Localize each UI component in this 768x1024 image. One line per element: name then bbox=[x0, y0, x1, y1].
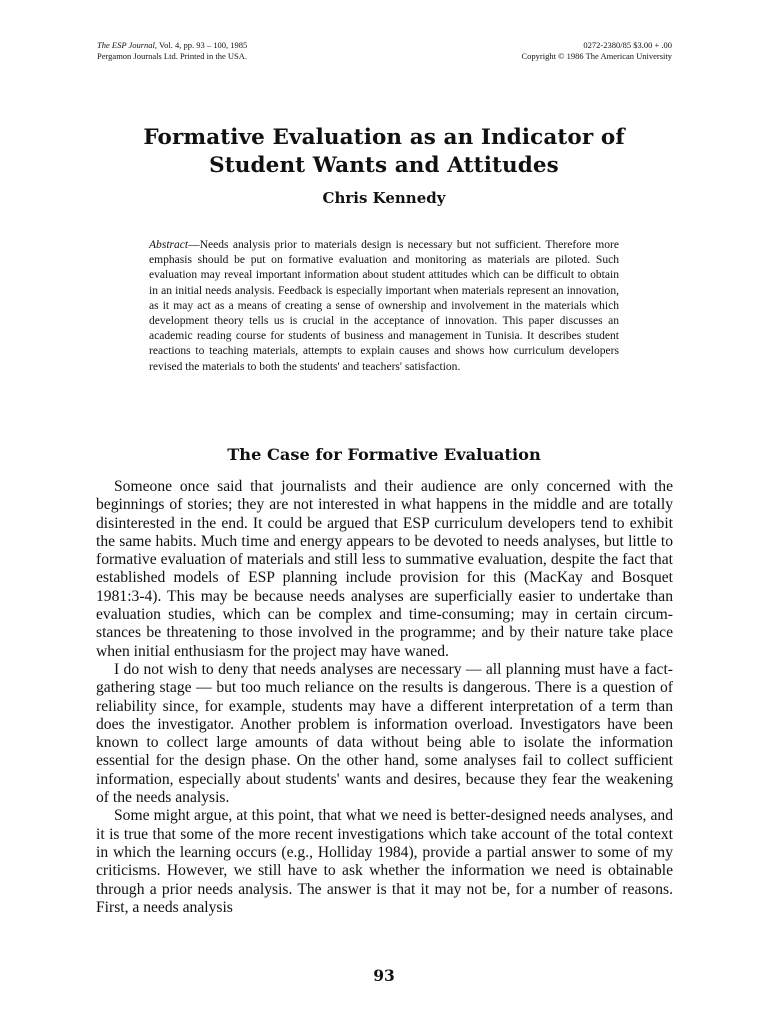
article-title bbox=[60, 124, 708, 180]
journal-name: The ESP Journal, bbox=[97, 40, 158, 50]
section-heading: The Case for Formative Evaluation bbox=[227, 445, 541, 464]
abstract-text: —Needs analysis prior to materials design is necessary but not sufficient. Therefore more emphasis should be put on formative evaluation and monitoring as materials are piloted. Such evaluation may reveal important information about student attitudes which can be difficult to obtain in an initial needs analysis. Feedback is especially important when materials represent an innovation, as it may act as a means of creating a sense of ownership and involvement in the materials which development theory tells us is crucial in the acceptance of innovation. This paper discusses an academic reading course for students of business and management in Tunisia. It describes student reactions to teaching materials, attempts to explain causes and shows how curriculum developers revised the materials to both the students' and teachers' satisfaction. bbox=[149, 239, 619, 373]
journal-citation-line bbox=[97, 40, 247, 51]
publisher-line: Pergamon Journals Ltd. Printed in the USA. bbox=[97, 51, 247, 61]
body-text bbox=[96, 478, 673, 917]
abstract bbox=[149, 238, 619, 375]
article-title-line-1: Formative Evaluation as an Indicator of bbox=[143, 125, 625, 150]
body-paragraph: Some might argue, at this point, that what we need is better-designed needs analyses, and it is true that some of the more recent investigations which take account of the total context in which the learning occurs (e.g., Holliday 1984), provide a partial answer to some of my criticisms. However, we still have to ask whether the information we need is obtainable through a prior needs analysis. The answer is that it may not be, for a number of reasons. First, a needs analysis bbox=[96, 807, 673, 916]
copyright-header bbox=[521, 40, 672, 62]
article-title-line-2: Student Wants and Attitudes bbox=[209, 153, 559, 178]
abstract-label: Abstract bbox=[149, 239, 189, 251]
journal-citation-header bbox=[97, 40, 247, 62]
copyright-line: Copyright © 1986 The American University bbox=[521, 51, 672, 61]
body-paragraph: Someone once said that journalists and their audience are only concerned with the beginnings of stories; they are not interested in what happens in the middle and are totally disinterested in the end. It could be argued that ESP curriculum developers tend to exhibit the same habits. Much time and energy appears to be devoted to needs analyses, but little to formative evaluation of materials and still less to summative evaluation, despite the fact that established models of ESP planning include provision for this (MacKay and Bosquet 1981:3-4). This may be because needs analyses are superficially easier to undertake than evaluation studies, which can be complex and time-consuming; may in certain circumstances be threatening to those involved in the programme; and by their nature take place when initial enthusiasm for the project may have waned. bbox=[96, 478, 673, 660]
body-paragraph: I do not wish to deny that needs analyses are necessary — all planning must have a fact-gathering stage — but too much reliance on the results is dangerous. There is a question of reliability since, for example, students may have a different interpretation of a term than does the investigator. Another problem is information overload. Investigators have been known to collect large amounts of data without being able to isolate the information essential for the design phase. On the other hand, some analyses fail to collect sufficient information, especially about students' wants and desires, because they fear the weakening of the needs analysis. bbox=[96, 660, 673, 807]
journal-volume-info: Vol. 4, pp. 93 – 100, 1985 bbox=[157, 40, 248, 50]
issn-price-line: 0272-2380/85 $3.00 + .00 bbox=[583, 40, 672, 50]
author-name: Chris Kennedy bbox=[322, 189, 446, 207]
page-number: 93 bbox=[373, 966, 395, 985]
